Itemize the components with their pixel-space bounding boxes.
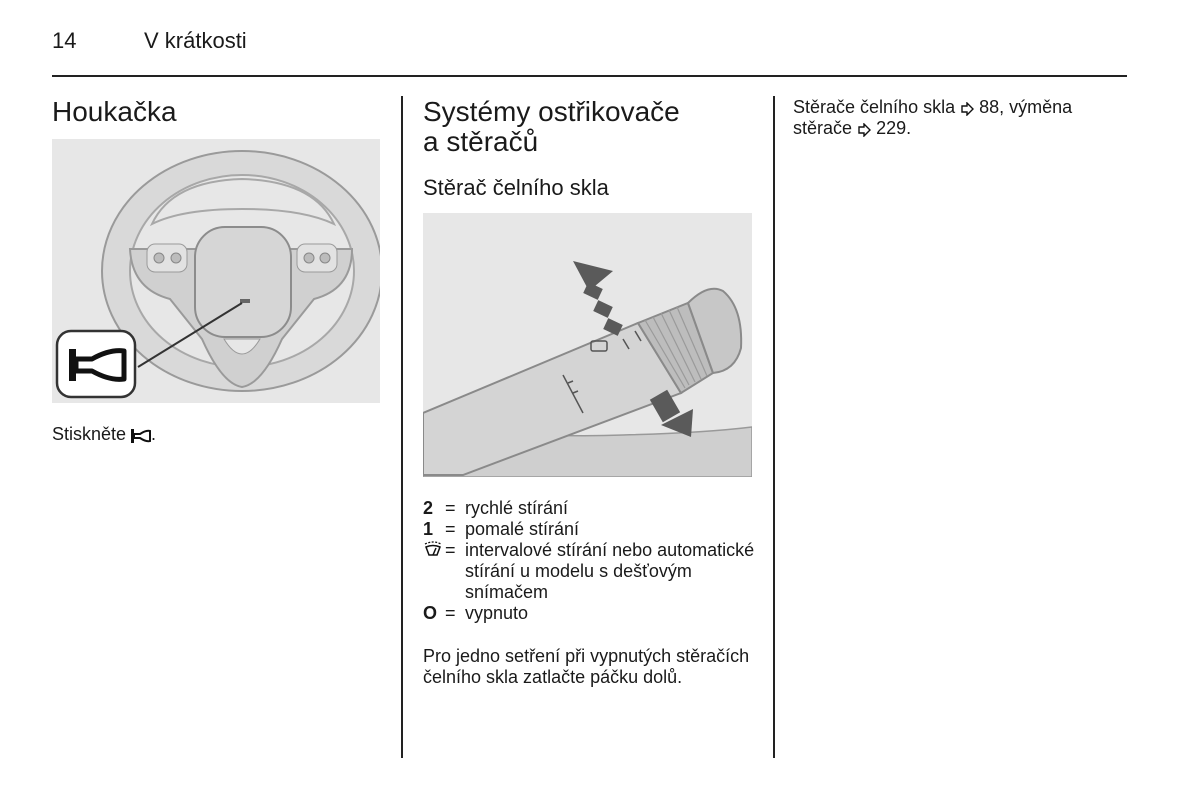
wiper-heading-line1: Systémy ostřikovače (423, 96, 680, 127)
legend-row-fast (423, 498, 755, 519)
legend-text: vypnuto (465, 603, 529, 623)
legend-equals: = (445, 603, 456, 623)
interval-wiper-icon (423, 540, 443, 558)
legend-text: rychlé stírání (465, 498, 569, 518)
wiper-legend (423, 498, 755, 624)
horn-icon (66, 345, 128, 385)
legend-row-slow (423, 519, 755, 540)
legend-text: intervalové stírání nebo automatické stírání u modelu s dešťovým snímačem (465, 540, 755, 602)
section-title: V krátkosti (144, 28, 247, 53)
ref-page-229: 229 (876, 118, 907, 138)
legend-equals: = (445, 540, 456, 560)
header-rule (52, 75, 1127, 77)
ref-text-3: . (906, 118, 912, 138)
ref-page-88: 88 (979, 97, 1000, 117)
wiper-heading (423, 97, 680, 157)
page-number: 14 (52, 28, 77, 53)
wiper-stalk-illustration (423, 213, 752, 477)
legend-row-interval (423, 540, 755, 603)
ref-text-1: Stěrače čelního skla (793, 97, 956, 117)
reference-arrow-icon (960, 102, 974, 116)
horn-heading: Houkačka (52, 96, 177, 127)
legend-equals: = (445, 519, 456, 539)
legend-symbol (423, 540, 445, 603)
page-header (52, 28, 1127, 74)
single-wipe-paragraph: Pro jedno setření při vypnutých stěračích čelního skla zatlačte páčku dolů. (423, 646, 750, 687)
steering-wheel-illustration (52, 139, 380, 403)
horn-instruction-text: Stiskněte (52, 424, 132, 444)
legend-symbol: 2 (423, 498, 434, 518)
windscreen-wiper-subheading: Stěrač čelního skla (423, 175, 609, 200)
page-reference-88[interactable] (960, 97, 999, 117)
legend-symbol: O (423, 603, 438, 623)
horn-instruction-end: . (151, 424, 157, 444)
wiper-heading-line2: a stěračů (423, 126, 539, 157)
reference-arrow-icon (857, 123, 871, 137)
legend-row-off (423, 603, 755, 624)
horn-instruction (52, 424, 156, 445)
wiper-stalk-drawing (423, 213, 752, 477)
legend-text: pomalé stírání (465, 519, 580, 539)
legend-symbol: 1 (423, 519, 434, 539)
cross-reference-text (793, 97, 1123, 139)
ref-text-2: , výměna stěrače (793, 97, 1073, 138)
column-divider-right (773, 96, 775, 758)
column-divider-left (401, 96, 403, 758)
legend-equals: = (445, 498, 456, 518)
horn-inline-icon (131, 429, 151, 443)
page-reference-229[interactable] (857, 118, 906, 138)
